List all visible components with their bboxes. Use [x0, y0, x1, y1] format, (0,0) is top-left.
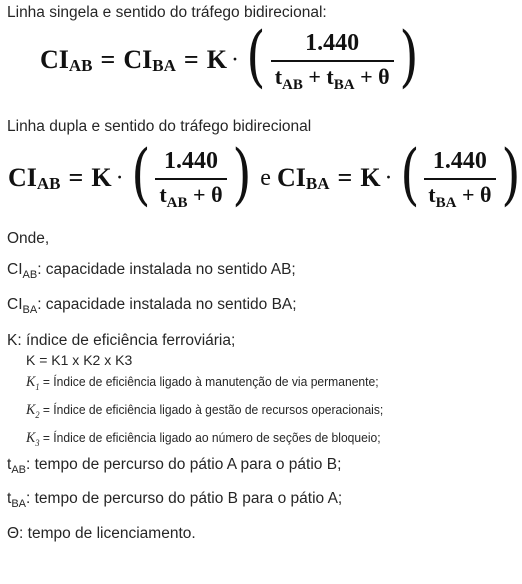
eq-equals-sign: =	[183, 45, 199, 74]
eq-open-paren: (	[246, 18, 266, 95]
eq-ab-subscript: AB	[166, 195, 188, 211]
eq-ba-subscript: BA	[435, 195, 457, 211]
eq-dot: ·	[384, 164, 393, 191]
eq-equals-sign: =	[100, 45, 116, 74]
eq-close-paren: )	[231, 136, 252, 213]
eq-close-paren: )	[398, 18, 419, 95]
def-k2-text: = Índice de eficiência ligado à gestão de recursos operacionais;	[39, 402, 384, 417]
eq-plus: +	[308, 64, 321, 89]
def-k1-symbol: $K_1$	[26, 374, 40, 392]
eq-numerator: 1.440	[305, 30, 360, 56]
eq-plus: +	[461, 182, 475, 207]
eq-conjunction: e	[260, 164, 271, 191]
eq-t-symbol: t	[326, 64, 334, 89]
eq-ba-subscript: BA	[333, 77, 355, 93]
eq-dot: ·	[115, 164, 124, 191]
eq-t-symbol: t	[274, 64, 283, 89]
def-t-symbol: t	[7, 456, 12, 473]
equation-single-track	[40, 18, 421, 95]
eq-equals-sign: =	[68, 163, 84, 192]
eq-theta-symbol: θ	[480, 182, 492, 207]
def-ci-ba	[7, 296, 297, 314]
eq-theta-symbol: θ	[211, 182, 223, 207]
def-ci-symbol: CI	[7, 296, 23, 313]
eq-k-symbol: K	[206, 45, 227, 74]
def-ci-ab	[7, 261, 296, 279]
eq-denominator	[271, 60, 394, 93]
eq-ab-subscript: AB	[36, 174, 61, 193]
where-label: Onde,	[7, 230, 50, 247]
def-ci-ab-text: : capacidade instalada no sentido AB;	[37, 261, 296, 278]
eq-k-symbol: K	[91, 163, 112, 192]
eq-dot: ·	[230, 46, 239, 73]
def-t-subscript: AB	[11, 464, 26, 476]
eq-open-paren: (	[130, 136, 151, 213]
def-k-formula: K = K1 x K2 x K3	[26, 352, 133, 368]
def-t-ab-text: : tempo de percurso do pátio A para o pátio B;	[26, 456, 342, 473]
eq-theta-symbol: θ	[378, 64, 390, 89]
eq-fraction-ab	[155, 148, 226, 211]
def-k1-text: = Índice de eficiência ligado à manutenção de via permanente;	[39, 374, 379, 389]
def-ci-symbol: CI	[7, 261, 23, 278]
def-theta: Θ: tempo de licenciamento.	[7, 525, 196, 542]
def-k3	[26, 430, 381, 448]
eq-equals-sign: =	[337, 163, 353, 192]
eq-denominator	[155, 178, 226, 211]
eq-t-symbol: t	[159, 182, 167, 207]
eq-denominator	[424, 178, 495, 211]
heading-single-track: Linha singela e sentido do tráfego bidirecional:	[7, 4, 327, 21]
def-k3-text: = Índice de eficiência ligado ao número de seções de bloqueio;	[39, 430, 381, 445]
def-t-symbol: t	[7, 490, 12, 507]
def-t-ab	[7, 456, 341, 474]
eq-ba-subscript: BA	[152, 56, 176, 75]
def-t-subscript: BA	[11, 498, 26, 510]
def-ci-subscript: BA	[22, 304, 38, 316]
def-k2-symbol: $K_2$	[26, 402, 40, 420]
eq-open-paren: (	[399, 136, 420, 213]
eq-k-symbol: K	[360, 163, 381, 192]
eq-ci-symbol: CI	[123, 45, 153, 74]
eq-fraction-ba	[424, 148, 495, 211]
eq-numerator: 1.440	[432, 148, 487, 174]
equation-double-track	[8, 136, 522, 213]
def-ci-subscript: AB	[22, 269, 38, 281]
def-ci-ba-text: : capacidade instalada no sentido BA;	[37, 296, 297, 313]
eq-close-paren: )	[500, 136, 521, 213]
eq-ci-symbol: CI	[8, 163, 37, 192]
def-k2	[26, 402, 383, 420]
eq-numerator: 1.440	[163, 148, 218, 174]
heading-double-track: Linha dupla e sentido do tráfego bidirecional	[7, 118, 312, 135]
def-t-ba-text: : tempo de percurso do pátio B para o pátio A;	[26, 490, 343, 507]
eq-fraction	[271, 30, 394, 93]
eq-ci-symbol: CI	[276, 163, 306, 192]
eq-t-symbol: t	[428, 182, 436, 207]
def-k1	[26, 374, 379, 392]
eq-ab-subscript: AB	[282, 77, 303, 93]
eq-ab-subscript: AB	[68, 56, 93, 75]
eq-plus: +	[360, 64, 373, 89]
def-k3-symbol: $K_3$	[26, 430, 40, 448]
def-k: K: índice de eficiência ferroviária;	[7, 332, 236, 349]
eq-ba-subscript: BA	[305, 174, 330, 193]
eq-plus: +	[193, 182, 206, 207]
eq-ci-symbol: CI	[40, 45, 69, 74]
def-t-ba	[7, 490, 342, 508]
